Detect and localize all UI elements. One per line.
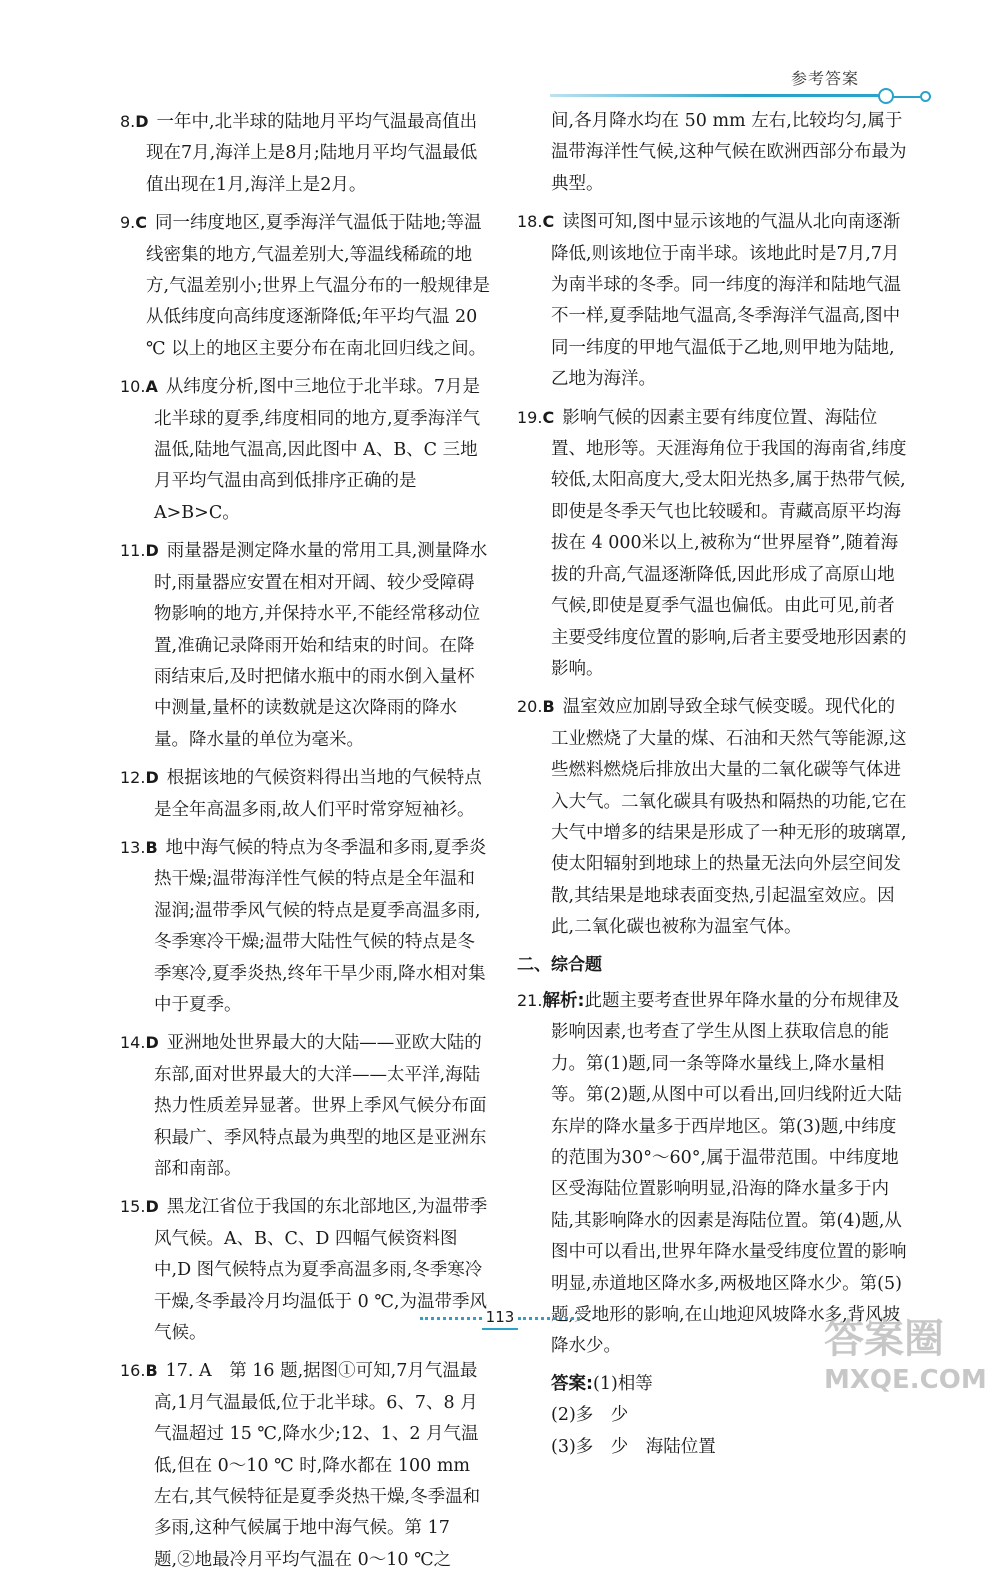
section-title-comprehensive: 二、综合题 — [517, 954, 602, 975]
header-rule — [550, 94, 880, 97]
answer-item-9: 9.C 同一纬度地区,夏季海洋气温低于陆地;等温线密集的地方,气温差别大,等温线稀疏的地方,气温差别小;世界上气温分布的一般规律是从低纬度向高纬度逐渐降低;年平均气温 20 ℃ 以上的地区主要分布在南北回归线之间。 — [120, 213, 490, 359]
answer-item-13: 13.B 地中海气候的特点为冬季温和多雨,夏季炎热干燥;温带海洋性气候的特点是全年温和湿润;温带季风气候的特点是夏季高温多雨,冬季寒冷干燥;温带大陆性气候的特点是冬季寒冷,夏季炎热,终年干旱少雨,降水相对集中于夏季。 — [120, 837, 487, 1015]
answer-item-10: 10.A 从纬度分析,图中三地位于北半球。7月是北半球的夏季,纬度相同的地方,夏季海洋气温低,陆地气温高,因此图中 A、B、C 三地月平均气温由高到低排序正确的是 A>B>C。 — [120, 377, 481, 523]
answer-item-14: 14.D 亚洲地处世界最大的大陆——亚欧大陆的东部,面对世界最大的大洋——太平洋,海陆热力性质差异显著。世界上季风气候分布面积最广、季风特点最为典型的地区是亚洲东部和南部。 — [120, 1033, 487, 1179]
answer-21-line-2: (2)多 少 — [551, 1405, 629, 1426]
right-column — [517, 106, 909, 1463]
header-section-label: 参考答案 — [790, 69, 859, 88]
page-number-dots-right — [518, 1317, 580, 1320]
page-number-dots-left — [420, 1317, 482, 1320]
watermark-logo-url: MXQE.COM — [824, 1365, 987, 1394]
answer-item-20: 20.B 温室效应加剧导致全球气候变暖。现代化的工业燃烧了大量的煤、石油和天然气等能源,这些燃料燃烧后排放出大量的二氧化碳等气体进入大气。二氧化碳具有吸热和隔热的功能,它在大气中增多的结果是形成了一种无形的玻璃罩,使太阳辐射到地球上的热量无法向外层空间发散,其结果是地球表面变热,引起温室效应。因此,二氧化碳也被称为温室气体。 — [517, 697, 907, 938]
header-decor-circle-small — [920, 91, 931, 102]
page-number-footer — [420, 1306, 580, 1330]
answer-item-21: 21.解析:此题主要考查世界年降水量的分布规律及影响因素,也考查了学生从图上获取信息的能力。第(1)题,同一条等降水量线上,降水量相等。第(2)题,从图中可以看出,回归线附近大陆东岸的降水量多于西岸地区。第(3)题,中纬度的范围为30°～60°,属于温带范围。中纬度地区受海陆位置影响明显,沿海的降水量多于内陆,其影响降水的因素是海陆位置。第(4)题,从图中可以看出,世界年降水量受纬度位置的影响明显,赤道地区降水多,两极地区降水少。第(5)题,受地形的影响,在山地迎风坡降水多,背风坡降水少。 — [517, 990, 907, 1357]
answer-21-line-1: 答案:(1)相等 — [551, 1373, 653, 1394]
answer-item-8: 8.D 一年中,北半球的陆地月平均气温最高值出现在7月,海洋上是8月;陆地月平均气温最低值出现在1月,海洋上是2月。 — [120, 112, 478, 195]
answer-item-17-continued: 间,各月降水均在 50 mm 左右,比较均匀,属于温带海洋性气候,这种气候在欧洲西部分布最为典型。 — [551, 111, 907, 194]
left-column — [120, 106, 492, 1582]
answer-item-15: 15.D 黑龙江省位于我国的东北部地区,为温带季风气候。A、B、C、D 四幅气候资料图中,D 图气候特点为夏季高温多雨,冬季寒冷干燥,冬季最冷月均温低于 0 ℃,为温带季风气候。 — [120, 1197, 488, 1344]
answer-item-18: 18.C 读图可知,图中显示该地的气温从北向南逐渐降低,则该地位于南半球。该地此时是7月,7月为南半球的冬季。同一纬度的海洋和陆地气温不一样,夏季陆地气温高,冬季海洋气温高,图中同一纬度的甲地气温低于乙地,则甲地为陆地,乙地为海洋。 — [517, 212, 901, 390]
watermark-logo-text: 答案圈 — [824, 1316, 944, 1362]
watermark-logo — [818, 1308, 988, 1394]
answer-21-line-3: (3)多 少 海陆位置 — [551, 1436, 716, 1457]
answer-item-16-17: 16.B 17. A 第 16 题,据图①可知,7月气温最高,1月气温最低,位于北半球。6、7、8 月气温超过 15 ℃,降水少;12、1、2 月气温低,但在 0～10 ℃ 时,降水都在 100 mm 左右,其气候特征是夏季炎热干燥,冬季温和多雨,这种气候属于地中海气候。第 17 题,②地最冷月平均气温在 0～10 ℃之 — [120, 1361, 481, 1570]
header-decor-link — [892, 96, 920, 98]
answer-item-11: 11.D 雨量器是测定降水量的常用工具,测量降水时,雨量器应安置在相对开阔、较少受障碍物影响的地方,并保持水平,不能经常移动位置,准确记录降雨开始和结束的时间。在降雨结束后,及时把储水瓶中的雨水倒入量杯中测量,量杯的读数就是这次降雨的降水量。降水量的单位为毫米。 — [120, 541, 488, 750]
answer-item-19: 19.C 影响气候的因素主要有纬度位置、海陆位置、地形等。天涯海角位于我国的海南省,纬度较低,太阳高度大,受太阳光热多,属于热带气候,即使是冬季天气也比较暖和。青藏高原平均海拔在 4 000米以上,被称为“世界屋脊”,随着海拔的升高,气温逐渐降低,因此形成了高原山地气候,即使是夏季气温也偏低。由此可见,前者主要受纬度位置的影响,后者主要受地形因素的影响。 — [517, 407, 907, 679]
page-number: 113 — [482, 1306, 518, 1330]
answer-item-12: 12.D 根据该地的气候资料得出当地的气候特点是全年高温多雨,故人们平时常穿短袖衫。 — [120, 768, 482, 820]
